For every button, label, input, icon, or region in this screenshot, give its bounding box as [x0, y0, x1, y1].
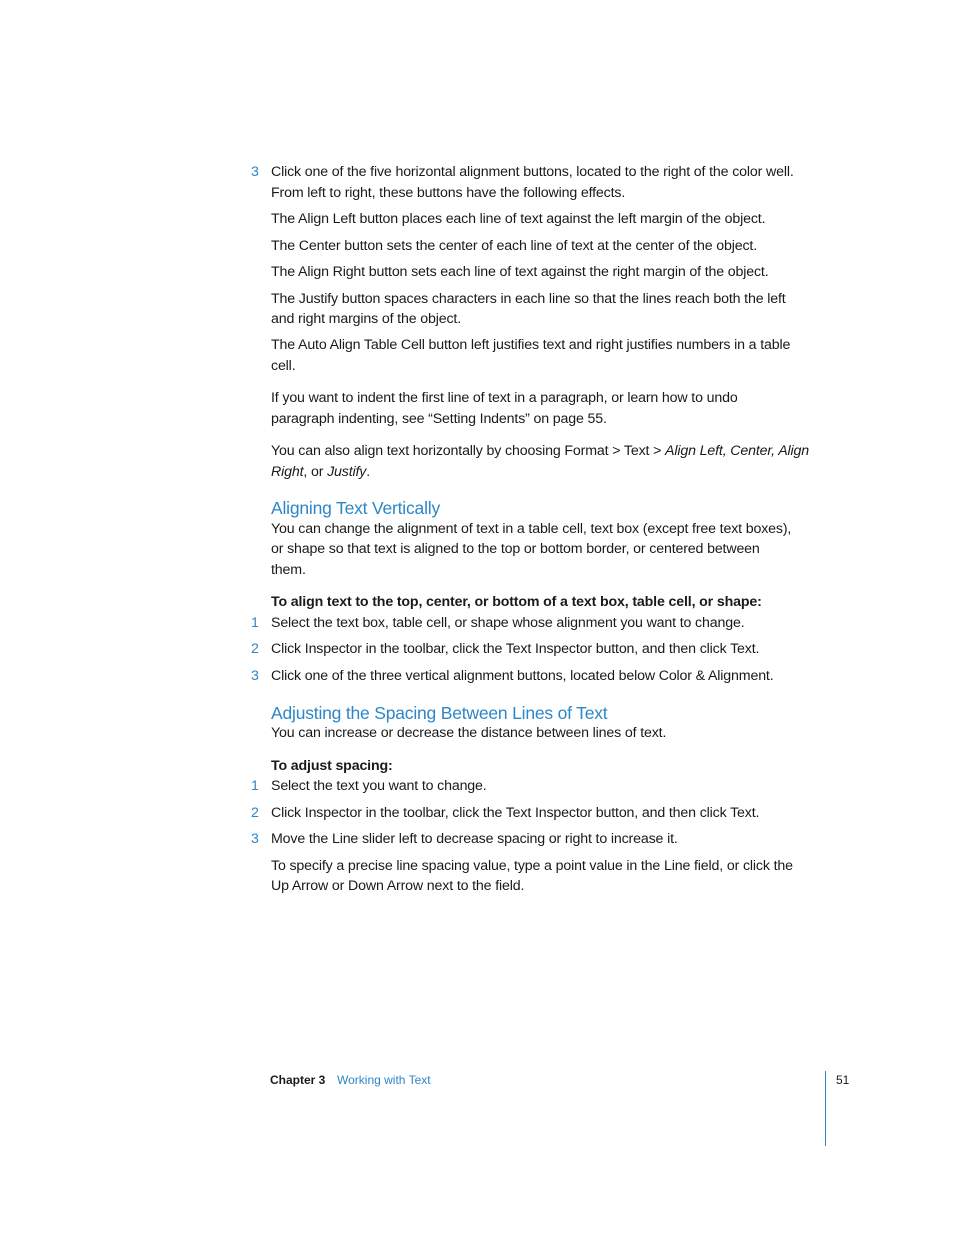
spacing-task-heading: To adjust spacing:	[271, 758, 393, 774]
vertical-intro-end: them.	[271, 562, 306, 578]
center-description: The Center button sets the center of each line of text at the center of the object.	[271, 238, 757, 254]
vertical-intro: You can change the alignment of text in a table cell, text box (except free text boxes),	[271, 521, 792, 537]
vertical-step-2: Click Inspector in the toolbar, click the Text Inspector button, and then click Text.	[271, 641, 760, 657]
indent-note: If you want to indent the first line of text in a paragraph, or learn how to undo	[271, 390, 738, 406]
vertical-step-1: Select the text box, table cell, or shape whose alignment you want to change.	[271, 615, 745, 631]
format-note-menu-items: Align Left, Center, Align	[665, 443, 810, 459]
step-number: 2	[251, 805, 259, 821]
format-note-plain: You can also align text horizontally by choosing Format > Text >	[271, 443, 666, 459]
step-number: 2	[251, 641, 259, 657]
auto-align-description-continued: cell.	[271, 358, 296, 374]
spacing-step-3: Move the Line slider left to decrease spacing or right to increase it.	[271, 831, 678, 847]
step-number: 1	[251, 778, 259, 794]
vertical-step-3: Click one of the three vertical alignment buttons, located below Color & Alignment.	[271, 668, 774, 684]
spacing-note: To specify a precise line spacing value, type a point value in the Line field, or click the	[271, 858, 793, 874]
format-note-period: .	[366, 464, 371, 480]
spacing-step-2: Click Inspector in the toolbar, click the Text Inspector button, and then click Text.	[271, 805, 760, 821]
align-left-description: The Align Left button places each line of text against the left margin of the object.	[271, 211, 766, 227]
format-note-or: , or	[303, 464, 328, 480]
spacing-intro: You can increase or decrease the distance between lines of text.	[271, 725, 667, 741]
section-heading-spacing: Adjusting the Spacing Between Lines of Text	[271, 703, 608, 723]
step-text-continued: From left to right, these buttons have the following effects.	[271, 185, 626, 201]
section-heading-vertical: Aligning Text Vertically	[271, 498, 440, 518]
spacing-step-1: Select the text you want to change.	[271, 778, 487, 794]
vertical-task-heading: To align text to the top, center, or bottom of a text box, table cell, or shape:	[271, 594, 762, 610]
step-number: 1	[251, 615, 259, 631]
footer-chapter-title: Working with Text	[337, 1073, 431, 1087]
page-number: 51	[836, 1073, 850, 1087]
format-note-justify: Justify	[327, 464, 367, 480]
footer-chapter-label: Chapter 3	[270, 1073, 326, 1087]
format-note	[271, 441, 831, 462]
step-number: 3	[251, 164, 259, 180]
spacing-note-continued: Up Arrow or Down Arrow next to the field.	[271, 878, 525, 894]
vertical-intro-continued: or shape so that text is aligned to the top or bottom border, or centered between	[271, 541, 760, 557]
format-note-right: Right	[271, 464, 304, 480]
justify-description: The Justify button spaces characters in each line so that the lines reach both the left	[271, 291, 786, 307]
align-right-description: The Align Right button sets each line of text against the right margin of the object.	[271, 264, 769, 280]
justify-description-continued: and right margins of the object.	[271, 311, 461, 327]
auto-align-description: The Auto Align Table Cell button left justifies text and right justifies numbers in a table	[271, 337, 791, 353]
step-number: 3	[251, 831, 259, 847]
indent-note-continued: paragraph indenting, see “Setting Indents” on page 55.	[271, 411, 607, 427]
footer-divider	[825, 1071, 826, 1146]
format-note-continued	[271, 462, 831, 483]
step-text: Click one of the five horizontal alignment buttons, located to the right of the color well.	[271, 164, 794, 180]
step-number: 3	[251, 668, 259, 684]
